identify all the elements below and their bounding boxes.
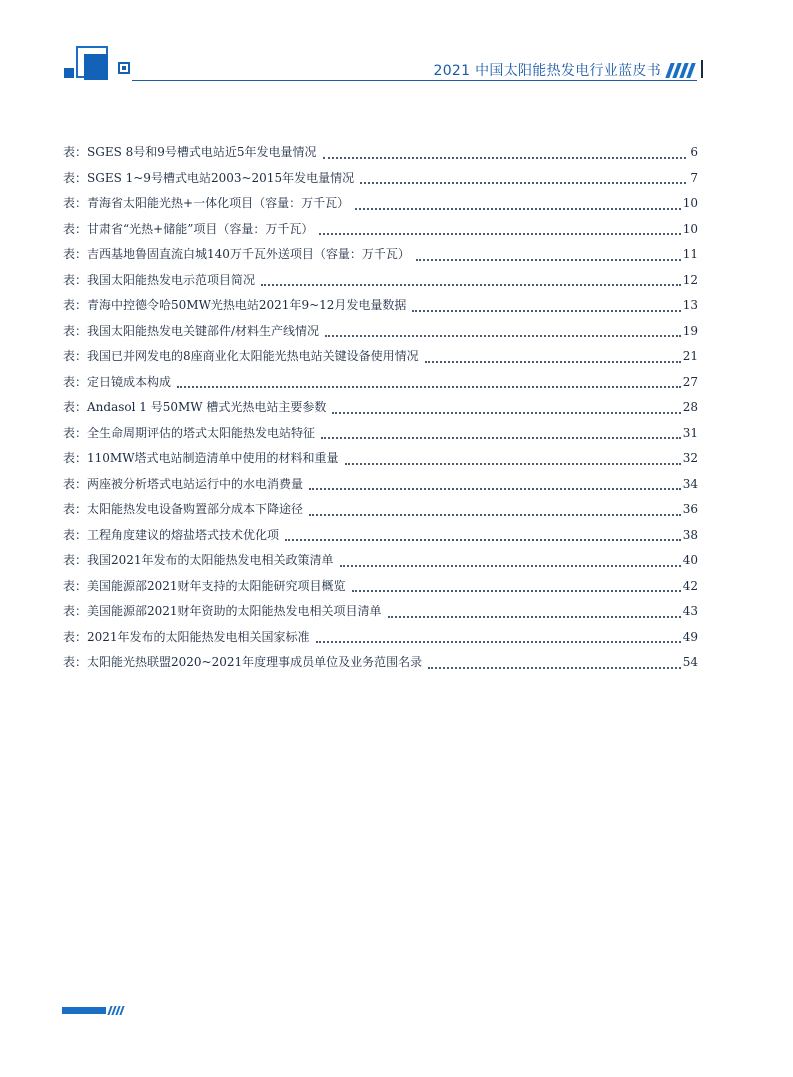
toc-entry-title: SGES 8号和9号槽式电站近5年发电量情况 [87,145,317,159]
toc-entry-title: 2021年发布的太阳能热发电相关国家标准 [87,629,310,644]
toc-entry-prefix: 表： [63,349,88,363]
logo-filled-square [84,54,108,80]
toc-entry-title: 甘肃省“光热+储能”项目（容量：万千瓦） [87,221,314,236]
toc-entry[interactable] [63,271,698,297]
toc-entry-prefix: 表： [63,527,88,542]
toc-entry-prefix: 表： [63,298,88,312]
toc-entry-page-number: 34 [682,476,698,491]
toc-entry-page-number: 49 [682,629,698,644]
toc-entry-title: SGES 1~9号槽式电站2003~2015年发电量情况 [87,170,355,185]
toc-entry-leader-dots [261,277,681,289]
table-list [63,143,698,679]
toc-entry-page-number: 19 [682,323,698,338]
toc-entry-prefix: 表： [63,502,88,516]
toc-entry-leader-dots [352,583,681,595]
toc-entry[interactable] [63,500,698,526]
toc-entry-title: 青海省太阳能光热+一体化项目（容量：万千瓦） [87,196,350,210]
toc-entry-leader-dots [321,430,681,442]
toc-entry-leader-dots [309,481,681,493]
toc-entry-page-number: 38 [682,527,698,542]
toc-entry-title: 青海中控德令哈50MW光热电站2021年9~12月发电量数据 [87,298,407,312]
toc-entry-leader-dots [319,226,680,238]
header-divider [132,80,697,81]
toc-entry-page-number: 12 [682,272,698,287]
toc-entry-page-number: 10 [682,221,698,236]
toc-entry[interactable] [63,220,698,246]
toc-entry[interactable] [63,322,698,348]
toc-entry-prefix: 表： [63,425,88,440]
toc-entry-title: 全生命周期评估的塔式太阳能热发电站特征 [87,425,316,440]
toc-entry-page-number: 42 [682,578,698,593]
toc-entry[interactable] [63,194,698,220]
toc-entry-prefix: 表： [63,145,88,159]
toc-entry-page-number: 21 [682,349,698,363]
toc-entry-leader-dots [425,354,681,366]
toc-entry-leader-dots [177,379,681,391]
toc-entry-title: 美国能源部2021财年支持的太阳能研究项目概览 [87,578,346,593]
toc-entry[interactable] [63,653,698,679]
toc-entry-page-number: 6 [690,145,698,159]
toc-entry-page-number: 11 [682,247,698,261]
toc-entry-title: 我国已并网发电的8座商业化太阳能光热电站关键设备使用情况 [87,349,419,363]
toc-entry-leader-dots [355,201,681,213]
toc-entry-prefix: 表： [63,655,88,669]
toc-entry-prefix: 表： [63,272,88,287]
toc-entry-leader-dots [412,303,680,315]
toc-entry-leader-dots [428,660,681,672]
toc-entry[interactable] [63,628,698,654]
toc-entry-prefix: 表： [63,374,88,389]
toc-entry-page-number: 54 [682,655,698,669]
toc-entry-title: 我国太阳能热发电示范项目简况 [87,272,256,287]
header-title: 2021 中国太阳能热发电行业蓝皮书 [433,63,661,79]
toc-entry-title: 我国2021年发布的太阳能热发电相关政策清单 [87,553,334,567]
toc-entry-page-number: 32 [682,451,698,465]
toc-entry[interactable] [63,551,698,577]
toc-entry[interactable] [63,526,698,552]
toc-entry-prefix: 表： [63,196,88,210]
toc-entry-prefix: 表： [63,221,88,236]
toc-entry[interactable] [63,245,698,271]
toc-entry-title: 定日镜成本构成 [87,374,172,389]
toc-entry-page-number: 10 [682,196,698,210]
toc-entry-page-number: 40 [682,553,698,567]
logo [62,46,134,82]
toc-entry-leader-dots [309,507,681,519]
toc-entry-leader-dots [416,252,681,264]
toc-entry-prefix: 表： [63,400,88,414]
toc-entry-title: 我国太阳能热发电关键部件/材料生产线情况 [87,323,320,338]
toc-entry-leader-dots [388,609,681,621]
logo-small-square [64,68,74,78]
toc-entry-page-number: 27 [682,374,698,389]
footer-slashes-decoration [109,1006,125,1015]
header-slashes-decoration [668,60,703,78]
toc-entry-title: Andasol 1 号50MW 槽式光热电站主要参数 [87,400,327,414]
toc-entry-prefix: 表： [63,629,88,644]
toc-entry-title: 两座被分析塔式电站运行中的水电消费量 [87,476,304,491]
toc-entry[interactable] [63,143,698,169]
toc-entry-title: 110MW塔式电站制造清单中使用的材料和重量 [87,451,339,465]
toc-entry-prefix: 表： [63,170,88,185]
toc-entry[interactable] [63,475,698,501]
logo-small-outline-square [118,62,130,74]
toc-entry-title: 吉西基地鲁固直流白城140万千瓦外送项目（容量：万千瓦） [87,247,410,261]
footer-bar-decoration [62,1007,106,1014]
toc-entry-prefix: 表： [63,578,88,593]
toc-entry-leader-dots [316,634,681,646]
toc-entry[interactable] [63,602,698,628]
toc-entry-prefix: 表： [63,476,88,491]
toc-entry[interactable] [63,398,698,424]
toc-entry-prefix: 表： [63,604,88,618]
toc-entry[interactable] [63,577,698,603]
toc-entry-leader-dots [325,328,681,340]
toc-entry-prefix: 表： [63,553,88,567]
toc-entry-title: 太阳能光热联盟2020~2021年度理事成员单位及业务范围名录 [87,655,423,669]
toc-entry-page-number: 43 [682,604,698,618]
toc-entry-page-number: 13 [682,298,698,312]
toc-entry[interactable] [63,373,698,399]
toc-entry-page-number: 7 [690,170,698,185]
toc-entry[interactable] [63,347,698,373]
toc-entry-leader-dots [332,405,680,417]
toc-entry-title: 工程角度建议的熔盐塔式技术优化项 [87,527,280,542]
toc-entry[interactable] [63,449,698,475]
toc-entry-prefix: 表： [63,451,88,465]
toc-entry-title: 太阳能热发电设备购置部分成本下降途径 [87,502,304,516]
toc-entry-leader-dots [340,558,681,570]
toc-entry-page-number: 28 [682,400,698,414]
toc-entry[interactable] [63,296,698,322]
toc-entry-prefix: 表： [63,247,88,261]
toc-entry-leader-dots [323,150,686,162]
toc-entry-leader-dots [360,175,686,187]
toc-entry-page-number: 31 [682,425,698,440]
toc-entry-prefix: 表： [63,323,88,338]
toc-entry[interactable] [63,169,698,195]
toc-entry-page-number: 36 [682,502,698,516]
toc-entry[interactable] [63,424,698,450]
toc-entry-title: 美国能源部2021财年资助的太阳能热发电相关项目清单 [87,604,382,618]
toc-entry-leader-dots [345,456,681,468]
toc-entry-leader-dots [285,532,681,544]
